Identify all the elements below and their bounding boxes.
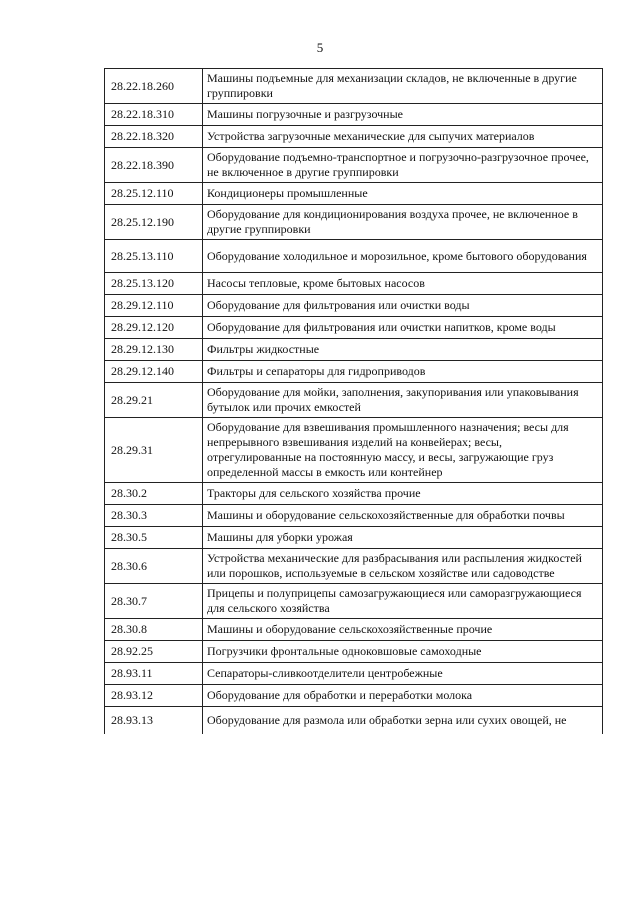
table-row: [105, 549, 603, 584]
table-body: [105, 69, 603, 734]
row-description: Кондиционеры промышленные: [203, 183, 603, 205]
row-description: Сепараторы-сливкоотделители центробежные: [203, 663, 603, 685]
table-row: [105, 69, 603, 104]
table-row: [105, 641, 603, 663]
row-description: Оборудование подъемно-транспортное и погрузочно-разгрузочное прочее, не включенное в другие группировки: [203, 148, 603, 183]
row-code: 28.25.13.120: [105, 273, 203, 295]
row-code: 28.25.12.110: [105, 183, 203, 205]
row-code: 28.29.21: [105, 383, 203, 418]
row-description: Оборудование для кондиционирования воздуха прочее, не включенное в другие группировки: [203, 205, 603, 240]
table-row: [105, 205, 603, 240]
row-code: 28.93.11: [105, 663, 203, 685]
table-row: [105, 527, 603, 549]
table-row: [105, 339, 603, 361]
table-row: [105, 685, 603, 707]
row-code: 28.92.25: [105, 641, 203, 663]
row-description: Машины погрузочные и разгрузочные: [203, 104, 603, 126]
row-code: 28.30.7: [105, 584, 203, 619]
row-code: 28.29.12.120: [105, 317, 203, 339]
table-row: [105, 240, 603, 273]
row-code: 28.30.8: [105, 619, 203, 641]
table-row: [105, 663, 603, 685]
row-code: 28.22.18.390: [105, 148, 203, 183]
row-code: 28.29.12.130: [105, 339, 203, 361]
table-row: [105, 104, 603, 126]
table-row: [105, 317, 603, 339]
classifier-table: [104, 68, 603, 734]
row-code: 28.22.18.320: [105, 126, 203, 148]
row-description: Устройства загрузочные механические для сыпучих материалов: [203, 126, 603, 148]
row-code: 28.30.3: [105, 505, 203, 527]
table-row: [105, 148, 603, 183]
row-description: Устройства механические для разбрасывания или распыления жидкостей или порошков, используемые в сельском хозяйстве или садоводстве: [203, 549, 603, 584]
page-number: 5: [316, 40, 324, 55]
row-code: 28.29.12.140: [105, 361, 203, 383]
table-row: [105, 418, 603, 483]
table-row: [105, 183, 603, 205]
table-row: [105, 361, 603, 383]
row-code: 28.30.5: [105, 527, 203, 549]
row-code: 28.93.12: [105, 685, 203, 707]
row-description: Прицепы и полуприцепы самозагружающиеся или саморазгружающиеся для сельского хозяйства: [203, 584, 603, 619]
row-description: Оборудование холодильное и морозильное, кроме бытового оборудования: [203, 240, 603, 273]
table-row: [105, 505, 603, 527]
row-description: Насосы тепловые, кроме бытовых насосов: [203, 273, 603, 295]
row-description: Машины и оборудование сельскохозяйственные прочие: [203, 619, 603, 641]
row-description: Оборудование для фильтрования или очистки воды: [203, 295, 603, 317]
table-row: [105, 126, 603, 148]
table-row: [105, 707, 603, 734]
row-code: 28.30.2: [105, 483, 203, 505]
table-row: [105, 584, 603, 619]
row-description: Машины и оборудование сельскохозяйственные для обработки почвы: [203, 505, 603, 527]
table-row: [105, 273, 603, 295]
table-row: [105, 383, 603, 418]
row-code: 28.22.18.260: [105, 69, 203, 104]
table-row: [105, 295, 603, 317]
row-description: Машины подъемные для механизации складов, не включенные в другие группировки: [203, 69, 603, 104]
table-row: [105, 619, 603, 641]
row-description: Оборудование для размола или обработки зерна или сухих овощей, не: [203, 707, 603, 734]
row-description: Оборудование для взвешивания промышленного назначения; весы для непрерывного взвешивания изделий на конвейерах; весы, отрегулированные на постоянную массу, и весы, загружающие груз определенной массы в емкость или контейнер: [203, 418, 603, 483]
row-code: 28.29.31: [105, 418, 203, 483]
row-description: Оборудование для мойки, заполнения, закупоривания или упаковывания бутылок или прочих емкостей: [203, 383, 603, 418]
row-description: Фильтры и сепараторы для гидроприводов: [203, 361, 603, 383]
table-row: [105, 483, 603, 505]
row-description: Фильтры жидкостные: [203, 339, 603, 361]
row-code: 28.25.13.110: [105, 240, 203, 273]
row-code: 28.25.12.190: [105, 205, 203, 240]
row-code: 28.93.13: [105, 707, 203, 734]
row-code: 28.22.18.310: [105, 104, 203, 126]
row-description: Машины для уборки урожая: [203, 527, 603, 549]
row-description: Оборудование для фильтрования или очистки напитков, кроме воды: [203, 317, 603, 339]
row-code: 28.29.12.110: [105, 295, 203, 317]
row-code: 28.30.6: [105, 549, 203, 584]
row-description: Тракторы для сельского хозяйства прочие: [203, 483, 603, 505]
row-description: Погрузчики фронтальные одноковшовые самоходные: [203, 641, 603, 663]
row-description: Оборудование для обработки и переработки молока: [203, 685, 603, 707]
